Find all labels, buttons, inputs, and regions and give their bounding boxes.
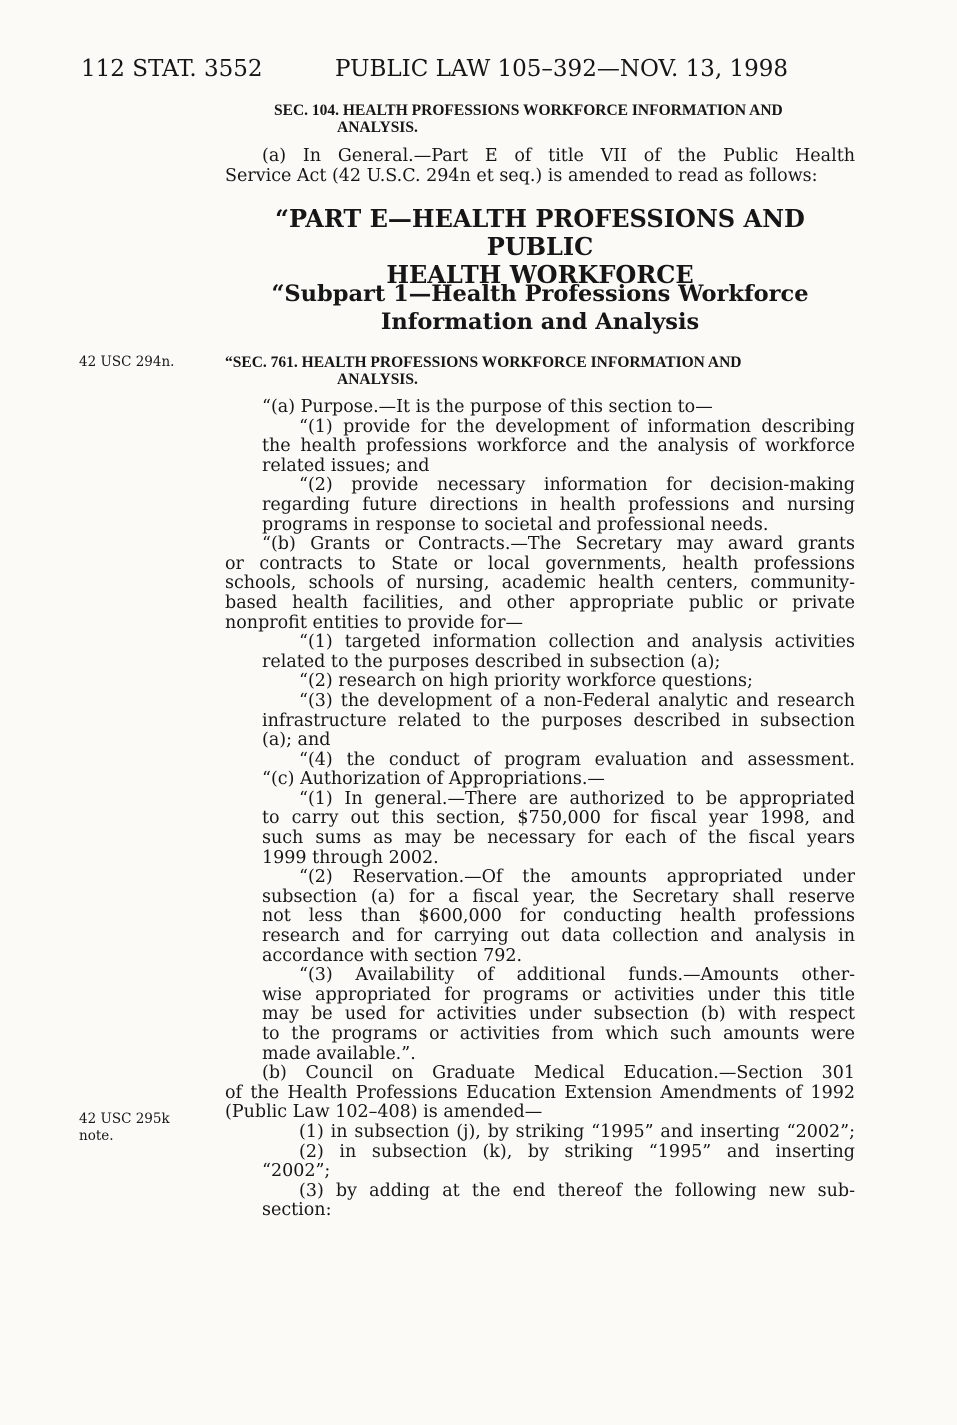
body-line: or contracts to State or local governments, health professions	[225, 554, 855, 574]
body-line: research and for carrying out data collection and analysis in	[262, 927, 855, 947]
body-line: “(1) In general.—There are authorized to be appropriated	[299, 789, 855, 809]
body-line: such sums as may be necessary for each of the fiscal years	[262, 829, 855, 849]
body-line: 1999 through 2002.	[262, 848, 439, 868]
body-line: “(2) provide necessary information for decision-making	[299, 476, 855, 496]
body-line: (3) by adding at the end thereof the following new sub-	[299, 1181, 855, 1201]
body-line: (1) in subsection (j), by striking “1995” and inserting “2002”;	[299, 1122, 855, 1142]
margin-citation-line: note.	[79, 1128, 114, 1144]
body-line: the health professions workforce and the analysis of workforce	[262, 437, 855, 457]
body-line: “(1) targeted information collection and analysis activities	[299, 633, 855, 653]
body-line: “(c) Authorization of Appropriations.—	[262, 770, 605, 790]
body-line: “(3) Availability of additional funds.—Amounts other-	[299, 966, 855, 986]
public-law-header: PUBLIC LAW 105–392—NOV. 13, 1998	[335, 56, 789, 82]
body-line: related to the purposes described in subsection (a);	[262, 652, 721, 672]
body-line: subsection (a) for a fiscal year, the Secretary shall reserve	[262, 887, 855, 907]
section-104-heading: SEC. 104. HEALTH PROFESSIONS WORKFORCE INFORMATION AND ANALYSIS.	[274, 102, 783, 136]
subsection-a-general	[225, 147, 855, 186]
paragraph-text: —Part E of title VII of the Public Health	[413, 147, 855, 166]
body-line: “(a) Purpose.—It is the purpose of this section to—	[262, 398, 713, 417]
section-761-heading: “SEC. 761. HEALTH PROFESSIONS WORKFORCE INFORMATION AND ANALYSIS.	[225, 354, 742, 388]
section-body	[225, 398, 855, 1221]
body-line: based health facilities, and other appropriate public or private	[225, 593, 855, 613]
body-line: infrastructure related to the purposes described in subsection	[262, 711, 855, 731]
part-e-heading: “PART E—HEALTH PROFESSIONS AND PUBLIC HEALTH WORKFORCE	[275, 204, 805, 289]
body-line: may be used for activities under subsection (b) with respect	[262, 1005, 855, 1025]
body-line: (a); and	[262, 731, 331, 751]
body-line: not less than $600,000 for conducting health professions	[262, 907, 855, 927]
body-line: regarding future directions in health professions and nursing	[262, 495, 855, 515]
margin-citation-295k	[79, 1111, 199, 1145]
body-line: “(1) provide for the development of information describing	[299, 417, 855, 437]
body-line: section:	[262, 1201, 332, 1221]
body-line: (b) Council on Graduate Medical Education.—Section 301	[262, 1064, 855, 1084]
subpart-1-heading: “Subpart 1—Health Professions Workforce Information and Analysis	[271, 281, 809, 335]
margin-citation-line: 42 USC 295k	[79, 1111, 170, 1127]
body-line: programs in response to societal and professional needs.	[262, 515, 769, 535]
body-line: related issues; and	[262, 456, 430, 476]
body-line: made available.”.	[262, 1044, 416, 1064]
body-line: to the programs or activities from which such amounts were	[262, 1025, 855, 1044]
body-line: “(3) the development of a non-Federal analytic and research	[299, 691, 855, 711]
body-line: to carry out this section, $750,000 for fiscal year 1998, and	[262, 809, 855, 829]
body-line: “(2) Reservation.—Of the amounts appropriated under	[299, 868, 855, 888]
body-line: “(4) the conduct of program evaluation and assessment.	[299, 750, 855, 770]
body-line: schools, schools of nursing, academic health centers, community-	[225, 574, 855, 594]
body-line: “(b) Grants or Contracts.—The Secretary may award grants	[262, 535, 855, 555]
body-line: (2) in subsection (k), by striking “1995” and inserting	[299, 1142, 855, 1162]
paragraph-text: Service Act (42 U.S.C. 294n et seq.) is amended to read as follows:	[225, 166, 818, 186]
body-line: wise appropriated for programs or activities under this title	[262, 985, 855, 1005]
body-line: “(2) research on high priority workforce questions;	[299, 672, 753, 692]
body-line: of the Health Professions Education Extension Amendments of 1992	[225, 1083, 855, 1103]
subsection-label: (a) In General.	[262, 147, 414, 166]
body-line: (Public Law 102–408) is amended—	[225, 1103, 543, 1123]
body-line: “2002”;	[262, 1162, 331, 1182]
body-line: accordance with section 792.	[262, 946, 523, 966]
margin-citation-294n: 42 USC 294n.	[79, 354, 175, 370]
page-reference: 112 STAT. 3552	[81, 56, 263, 82]
body-line: nonprofit entities to provide for—	[225, 613, 523, 633]
